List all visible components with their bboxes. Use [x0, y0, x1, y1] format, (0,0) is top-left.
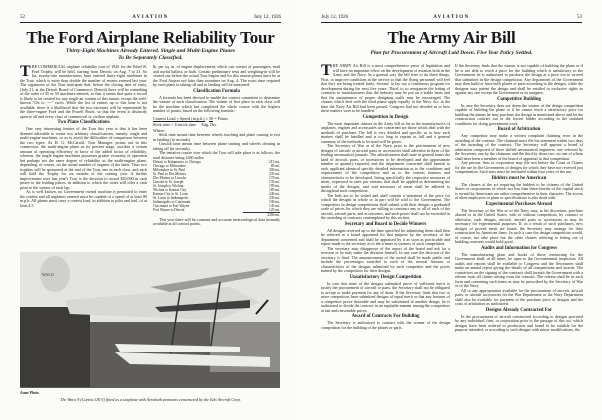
route-leg: St. Paul to Des Moines [153, 172, 187, 176]
route-leg: Cincinnati to Fort Wayne [153, 204, 190, 208]
route-leg: Detroit to Kalamazoo to Chicago [153, 160, 201, 164]
route-leg: Lincoln to St. Joseph [153, 180, 184, 184]
route-distance: 195 mi. [269, 184, 280, 188]
route-leg: Kansas City to St. Louis [153, 192, 189, 196]
paragraph: This year there will be constant and accurate meteorological data instantly available at all control points. [153, 216, 280, 226]
section-heading: Competitive Building [497, 96, 541, 102]
route-distance: 240 mi. [269, 192, 280, 196]
route-distance: 135 mi. [269, 180, 280, 184]
paragraph: The Secretary is authorized to contract with the winner of the design competition for the building of the planes or parts. [321, 320, 450, 330]
paragraph: All or any appropriation available for the procurement of aircraft, aircraft parts, or aircraft accessories for the War Department or the Navy Department shall also be available for payment of the purchase price of designs and the costs of arbitration as authorized. [455, 287, 583, 306]
paragraph: Where: [153, 127, 165, 133]
paragraph: In the procurement of aircraft constructed according to designs procured by any individual, firm, or corporation prior to the passage of this act, which designs have been ordered to production and found to be suitable for the purpose intended, or according to such designs with minor modifications, the [455, 313, 583, 332]
route-distance: 85 mi. [270, 164, 280, 168]
paragraph: The Secretary of the War or of the Navy may, at his discretion, purchase abroad or in the United States, with or without competition, by contract or otherwise, such designs, aircraft, aircraft parts or accessories as may be necessary for experimental purposes. If, as a result of such purchases, new designs of proved merit are found, the Secretary may arrange for their construction by American firms. In such a case the design competition would, of course, not take place but the other clauses referring to letting out of building contracts would hold good. [455, 207, 583, 244]
section-heading: Experimental Purchases Abroad [485, 201, 553, 207]
page-header [20, 15, 281, 23]
paragraph: In case that none of the designs submitted prove of sufficient merit to justify the procurement of aircraft or parts, the Secretary shall not be obligated to accept or make payment for any of them. If the Secretary finds that two or more competitors have submitted designs of equal merit or that any features of a competitor prove desirable and may be substituted in another design, he is authorized to divide the contract in an equitable manner among the competitors at fair and reasonable prices. [321, 280, 450, 313]
formula-numerator: Contest Load × Speed (m.p.h.) [153, 115, 205, 121]
route-distance: 145 mi. [269, 204, 280, 208]
column-1 [321, 64, 450, 404]
page-number: 52 [20, 15, 25, 20]
paragraph: The bids are to be sealed and shall contain a statement of the price for which the designs in whole or in part will be sold to the Government. The competitors in design competitions shall submit with their designs a graduated scale of prices for which they are willing to construct any or all of each of the aircraft, aircraft parts, and accessories, and such prices shall not be exceeded in the awarding of contracts contemplated by this section. [321, 192, 450, 220]
drop-cap: T [321, 64, 332, 79]
section-heading: Award of Contracts For Building [351, 314, 420, 319]
article-subtitle: Plan for Procurement of Aircraft Laid Down. Five Year Policy Settled. [370, 50, 533, 56]
paragraph: The clauses of the act requiring the bidders to be citizens of the United States or corporations of which not less than three-fourths of the capital stock is owned by Americans are rather comprehensive in their character. The access of alien employees to plans or specifications is also dealt with. [455, 181, 583, 200]
magazine-name: AVIATION [433, 15, 470, 20]
route-distance: 230 mi. [269, 196, 280, 200]
definition: Unstick time means time between plane starting and wheels clearing in taking off (in seconds). [153, 141, 280, 151]
section-heading: Two Plane Classifications [57, 120, 110, 125]
paragraph: The most important clauses in the Army bill as far as the manufacturers of airplanes, engines and accessories are concerned are those which deal with the methods of purchase. The bill is very detailed and specific as to how such matters shall be handled and is too long to reprint in full and a general summary of the methods to be used will be given. [321, 120, 450, 144]
route-table [153, 160, 280, 212]
paragraph: As is well known, no Government owned machine is permitted to enter the contest and all airplanes entered must be capable of a speed of at least 80 m.p.h. All planes must carry a contest load, in addition to pilot and fuel, of at least 4.5 [20, 189, 147, 208]
article-title: The Ford Airplane Reliability Tour [26, 28, 275, 47]
article-title: The Army Air Bill [387, 28, 516, 47]
paragraph: All designs received up to the time specified for submitting them shall then be referred to a board appointed for that purpose by the secretary of the department concerned and shall be appraised by it as soon as practicable and report made to the secretary as to the winner or winners of such competition. [321, 227, 450, 246]
route-leg: Fort Wayne to Detroit [153, 208, 185, 212]
column-1 [20, 65, 147, 247]
photo-caption: The Waco 9 (Curtiss OX-5) fitted as a seaplane with Aerobuilt pontoons constructed by the Edo Aircraft Corp. [60, 397, 241, 402]
plane-marking: WACO [42, 272, 54, 277]
paragraph: The secretary may disapprove of the report of the board and ask for a revision or he may make the decision himself. In any case the decision of the secretary is final. The announcement of the award shall be made public and include the percentages awarded to each of the several features or characteristics of the designs submitted by each competitor and the prices named by the competitors for their designs. [321, 245, 450, 273]
column-2 [455, 64, 583, 404]
paragraph: In case the Secretary does not deem the winner of the design competition capable of building the plane or if he cannot reach a satisfactory price for building the planes he may purchase the design as mentioned above and let the construction contract out to the lowest bidder according to the standard conditions for doing government work. [455, 102, 583, 126]
section-heading: Bidders must be American [491, 175, 547, 181]
paragraph: The tentative course over which the Tour will take place is as follows, the total distance being 2260 miles: [153, 150, 280, 160]
paragraph: If the Secretary finds that the winner is not capable of building the plane or if he is not able to reach a price for the building which is satisfactory to the Government he is authorized to purchase the design at a price not to exceed that submitted in the design competition. Any department of the Government may then build or have built planes or parts according to the designs, while the designer may patent the design and shall be entitled to exclusive rights as against any one except the Government or its assignee. [455, 64, 583, 95]
route-distance: 125 mi. [269, 208, 280, 212]
route-leg: Wichita to Kansas City [153, 188, 187, 192]
paragraph: Any person, firm or corporation may file suit before the Court of Claims for the use by the Government of designs for which they have not received just compensation. Such suits must be instituted within four years of the use. [455, 160, 583, 174]
seaplane-illustration [20, 252, 280, 388]
paragraph: Any competitor may make a written complaint claiming error in the awarding of the contract. The claimant must file his statement within two days of the awarding of the contract. The Secretary will appoint a board of arbitration composed of three skilled aeronautical engineers, one selected by the Secretary, one by the claimant, and the third by those two, no one of whom shall have been a member of the board of appraisal in that competition. [455, 133, 583, 161]
formula-factor-denominator: Eng. Dis. [201, 121, 218, 127]
route-leg: Chicago to Milwaukee [153, 164, 186, 168]
route-distance: 300 mi. [269, 168, 280, 172]
paragraph: The manufacturing plant and books of those contracting for the Government shall, at all times, be open to the Governmental inspection. All audits and reports shall be available to Congress and the Secretaries shall make an annual report giving the details of all competitions and awards. The contractors on the signing of the contracts shall furnish the Government with a release from all claims arising from the contract. The release shall be in such form and containing such terms as may be prescribed by the Secretary of War or of the Navy. [455, 251, 583, 288]
route-distance: 170 mi. [269, 176, 280, 180]
section-heading: Designs Already Contracted For [485, 307, 553, 313]
formula-factor: 50 [209, 115, 214, 121]
subtitle-line: Thirty-Eight Machines Already Entered. Single and Multi-Engine Planes [65, 48, 236, 54]
section-heading: Competition in Design [362, 114, 409, 120]
route-leg: St. Joseph to Wichita [153, 184, 184, 188]
route-leg: Indianapolis to Cincinnati [153, 200, 191, 204]
route-distance: 215 mi. [269, 160, 280, 164]
intro-paragraph: HE ARMY Air Bill is a most comprehensive piece of legislation and will have an important effect on the development of aviation both in the Army and the Navy. In a general way the bill tries to do three things. First, to improve conditions in the service so that the flying personnel will feel that they are being treated fairly. Second, to lay out a continuous program for development during the next five years. Third, to so reorganize the letting of contracts to manufacturers that the industry may be put on a stable basis and that the maintenance of proper designing staffs may be encouraged. The clauses which deal with the third phase apply equally to the Navy Act, at the time the Navy Air Bill had been passed, Congress had not decided as to how these matters were to be handled. [321, 64, 450, 113]
formula-denominator: Stick time × Unstick time [153, 121, 197, 127]
formula-result: = Points [214, 115, 229, 121]
route-leg: St. Louis to Indianapolis [153, 196, 189, 200]
section-heading: Board of Arbitration [497, 127, 541, 132]
page-header [321, 15, 582, 23]
section-heading: Unsatisfactory Design Competition [349, 274, 422, 280]
photo-credit: Acme Photo [20, 391, 39, 395]
paragraph: The Secretary of War or of the Navy, prior to the procurement of new designs of aircraft or aircraft parts or accessories shall advertise in three of the leading aeronautical journals. The advertisement shall state in general terms the kind of aircraft, parts, or accessories to be developed and the approximate number or quantity required, and the department concerned shall furnish to each applicant identical specific detailed information as to the conditions and requirements of the competition and as to the various features and characteristics to be developed, listing specifically the respective measures of merit, expressed in rates per centum, that shall be applied in determining the merits of the designs, and said measures of merit shall be adhered to throughout such competition. [321, 143, 450, 193]
issue-date: July 12, 1926 [321, 15, 349, 20]
paragraph: One very interesting feature of the Tour this year is that it has been deemed advisable to create two arbitrary classifications, namely, single and multi-engine machines, so as to avoid the difficulties of comparison between the two types. As H. G. McCarroll, Tour Manager, points out in this connection, the multi-engine plane in its present stage, ascribes a certain amount of operating efficiency in favor of the added factor of reliability, whereas, the single engine machines possesses greater economy of operation but perhaps not the same degree of reliability as the multi-engine plane, depending, of course, on the actual number of engines of the latter. Thus two trophies will be sponsored at the end of the Tour, one in each class, and each will hold the Trophy for six months of the coming year. A further improvement over last year's Tour is the decision to award $20,000 in cash prizes to the leading places, in addition to which the cities will offer a cash prize to the winner of each lap. [20, 126, 147, 190]
route-distance: 185 mi. [269, 188, 280, 192]
route-distance: 100 mi. [269, 200, 280, 204]
magazine-name: AVIATION [132, 15, 169, 20]
route-leg: Milwaukee to St. Paul [153, 168, 185, 172]
definition: Stick time means time between wheels touching and plane coming to rest in landing (in seconds). [153, 132, 280, 142]
paragraph: lb. per sq. in. of engine displacement, which can consist of passengers, mail and useful ballast, or both. Certain preliminary tests and weighing-in will be carried out before the actual Tour begins and for this reason planes must be at the Ford Airport not later than noontime on Aug. 4. The exact time required by each plane in taking off and in landing will be measured. [153, 65, 280, 87]
issue-date: July 12, 1926 [253, 15, 281, 20]
section-heading: Secretary and Board to Decide Winners [344, 221, 427, 227]
section-heading: Classification Formula [193, 88, 240, 94]
page-number: 53 [577, 15, 582, 20]
column-2 [153, 65, 280, 247]
seaplane-photo [20, 252, 280, 388]
section-heading: Audits and Information for Congress [480, 245, 558, 251]
route-leg: Des Moines to Lincoln [153, 176, 187, 180]
route-total: 2260 mi. [243, 212, 280, 218]
right-page [301, 0, 602, 420]
intro-paragraph: HE COMMERCIAL airplane reliability tour of 1926 for the Edsel B. Ford Trophy, will be held, starting from Detroit, on Aug. 7 to 21. So far, twenty-one manufacturers have entered thirty-eight machines in the Tour, which is more than double the number of entries entered last year. The organizers of the Tour anticipate that, before the closing date of entry, (July 21, at the Detroit Board of Commerce, Detroit) there will be something of the order of 45 or 50 machines entered, so that it seems that quite a record is likely to be created for any single air contest of this nature, except the well-known "On to ----" races. While the list of entries up to this time is not available, there is a likelihood that the two extremes will be represented by the three-engine Ford and the Powell Racer, so that the event is distinctly open to all and every class of commercial or civilian airplane. [20, 65, 147, 119]
paragraph: A formula has been devised to enable the contest committee to determine the winner of each classification. The winner of first place in each class will be the machine which has completed the whole course with the highest number of points, based on the following formula: [153, 94, 280, 113]
points-formula: Contest Load × Speed (m.p.h.) × 50 = Points Stick time × Unstick time Eng. Dis. [153, 115, 229, 127]
subtitle-line: To Be Separately Classified. [118, 54, 183, 61]
drop-cap: T [20, 65, 31, 80]
route-distance: 235 mi. [269, 172, 280, 176]
article-subtitle [20, 48, 281, 61]
